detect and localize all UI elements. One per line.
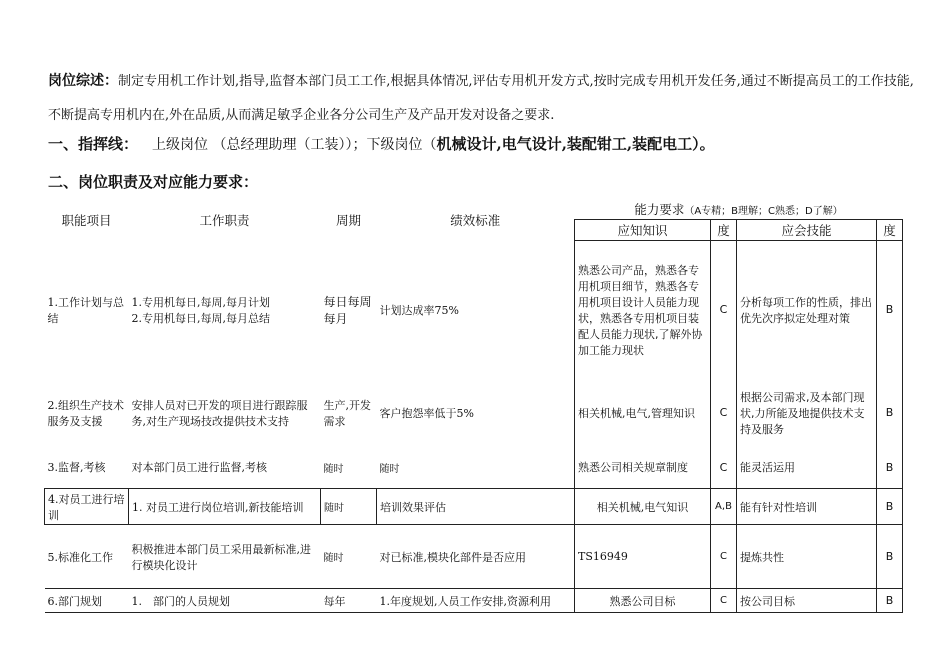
row5-degree2: B xyxy=(877,525,903,589)
reporting-heading: 一、指挥线： xyxy=(48,135,139,153)
row4-skill: 能有针对性培训 xyxy=(737,489,877,525)
table-row xyxy=(45,589,903,613)
row3-degree1: C xyxy=(711,447,737,489)
row2-function: 2.组织生产技术服务及支援 xyxy=(47,398,124,428)
row2-knowledge: 相关机械,电气,管理知识 xyxy=(575,379,711,447)
row6-kpi: 1.年度规划,人员工作安排,资源利用 xyxy=(377,589,575,613)
row2-skill: 根据公司需求,及本部门现状,力所能及地提供技术支持及服务 xyxy=(737,379,877,447)
row2-kpi: 客户抱怨率低于5% xyxy=(379,406,474,420)
row3-kpi: 随时 xyxy=(377,447,575,489)
row2-duty: 安排人员对已开发的项目进行跟踪服务,对生产现场技改提供技术支持 xyxy=(131,398,308,428)
reporting-superior: 上级岗位 （总经理助理（工装））；下级岗位（ xyxy=(152,137,437,153)
table-row xyxy=(45,525,903,589)
row5-function: 5.标准化工作 xyxy=(45,525,129,589)
header-duty: 工作职责 xyxy=(199,212,250,228)
duty-table xyxy=(44,199,903,613)
table-row xyxy=(45,489,903,525)
row5-knowledge: TS16949 xyxy=(575,525,711,589)
row2-cycle: 生产,开发需求 xyxy=(323,398,371,428)
row1-knowledge: 熟悉公司产品，熟悉各专用机项目细节，熟悉各专用机项目设计人员能力现状，熟悉各专用机项目装配人员能力现状,了解外协加工能力现状 xyxy=(575,241,711,379)
row4-cycle: 随时 xyxy=(321,489,377,525)
header-function: 职能项目 xyxy=(61,212,112,228)
job-summary xyxy=(48,64,923,133)
row3-duty: 对本部门员工进行监督,考核 xyxy=(129,447,321,489)
row3-knowledge: 熟悉公司相关规章制度 xyxy=(575,447,711,489)
row4-knowledge: 相关机械,电气知识 xyxy=(575,489,711,525)
header-kpi: 绩效标准 xyxy=(450,212,501,228)
row2-degree2: B xyxy=(877,379,903,447)
row3-cycle: 随时 xyxy=(321,447,377,489)
reporting-subordinates: 机械设计,电气设计,装配钳工,装配电工）。 xyxy=(436,135,715,153)
reporting-line xyxy=(48,133,715,154)
table-row xyxy=(45,447,903,489)
header-degree-1: 度 xyxy=(711,220,737,241)
row5-cycle: 随时 xyxy=(321,525,377,589)
header-skill: 应会技能 xyxy=(737,220,877,241)
row3-function: 3.监督,考核 xyxy=(45,447,129,489)
header-cycle: 周期 xyxy=(335,212,361,228)
row4-kpi: 培训效果评估 xyxy=(377,489,575,525)
table-row xyxy=(45,379,903,447)
header-degree-2: 度 xyxy=(877,220,903,241)
row3-degree2: B xyxy=(877,447,903,489)
row1-cycle: 每日每周每月 xyxy=(323,294,372,326)
table-row xyxy=(45,241,903,379)
row5-skill: 提炼共性 xyxy=(737,525,877,589)
row1-duty: 1.专用机每日,每周,每月计划 2.专用机每日,每周,每月总结 xyxy=(131,295,270,325)
row1-function: 1.工作计划与总结 xyxy=(47,295,124,325)
row6-degree2: B xyxy=(877,589,903,613)
summary-label: 岗位综述： xyxy=(48,73,118,89)
row6-skill: 按公司目标 xyxy=(737,589,877,613)
section2-heading: 二、岗位职责及对应能力要求： xyxy=(48,173,259,191)
row6-function: 6.部门规划 xyxy=(45,589,129,613)
row1-degree1: C xyxy=(711,241,737,379)
row1-degree2: B xyxy=(877,241,903,379)
row6-degree1: C xyxy=(711,589,737,613)
row2-degree1: C xyxy=(711,379,737,447)
row5-degree1: C xyxy=(711,525,737,589)
ability-title: 能力要求 xyxy=(634,202,685,217)
row1-kpi: 计划达成率75% xyxy=(379,303,459,317)
header-ability xyxy=(575,199,903,220)
row4-degree2: B xyxy=(877,489,903,525)
row6-duty: 1. 部门的人员规划 xyxy=(129,589,321,613)
row3-skill: 能灵活运用 xyxy=(737,447,877,489)
row5-kpi: 对已标准,模块化部件是否应用 xyxy=(377,525,575,589)
row1-skill: 分析每项工作的性质，排出优先次序拟定处理对策 xyxy=(737,241,877,379)
row6-knowledge: 熟悉公司目标 xyxy=(575,589,711,613)
header-knowledge: 应知知识 xyxy=(575,220,711,241)
row4-degree1: A,B xyxy=(711,489,737,525)
row4-duty: 1. 对员工进行岗位培训,新技能培训 xyxy=(129,489,321,525)
row5-duty: 积极推进本部门员工采用最新标准,进行模块化设计 xyxy=(129,525,321,589)
row4-function: 4.对员工进行培训 xyxy=(45,489,129,525)
ability-scale: （A专精；B理解；C熟悉；D了解） xyxy=(684,206,843,217)
summary-text: 制定专用机工作计划,指导,监督本部门员工工作,根据具体情况,评估专用机开发方式,按时完成专用机开发任务,通过不断提高员工的工作技能,不断提高专用机内在,外在品质,从而满足敏孚企业各分公司生产及产品开发对设备之要求. xyxy=(48,74,914,123)
row6-cycle: 每年 xyxy=(321,589,377,613)
